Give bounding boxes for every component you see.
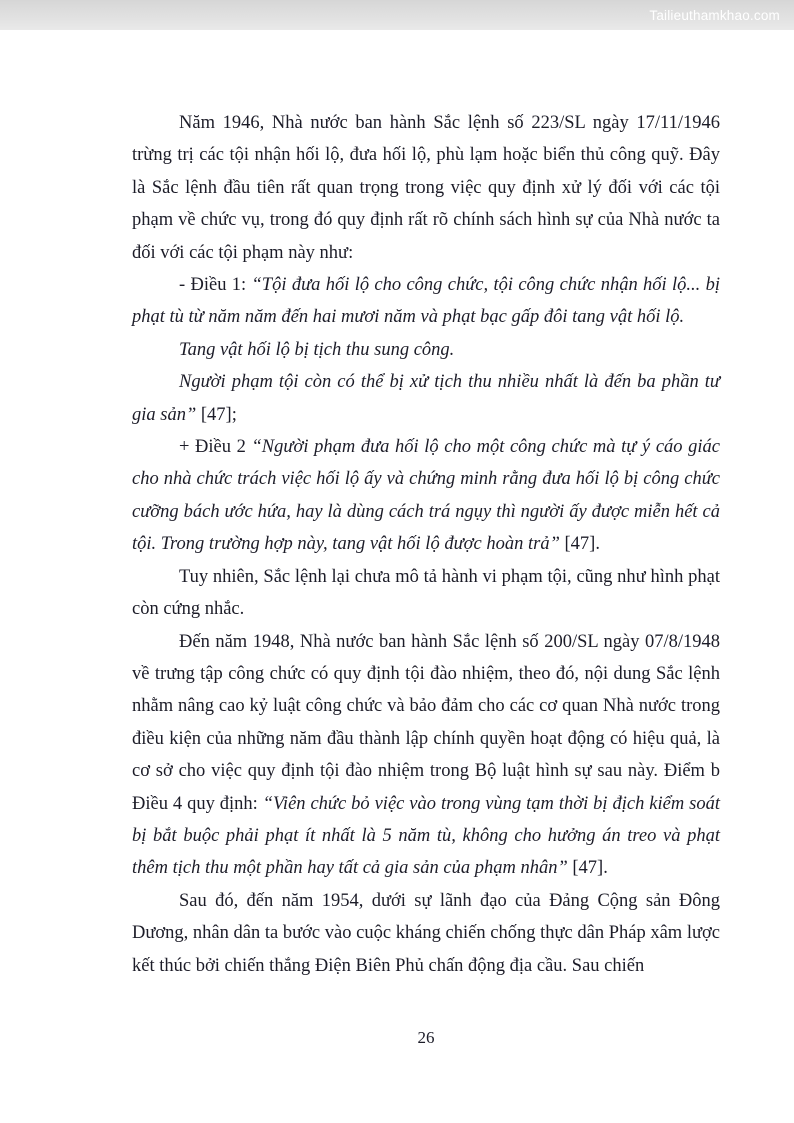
body-text: Sau đó, đến năm 1954, dưới sự lãnh đạo của Đảng Cộng sản Đông Dương, nhân dân ta bước vào cuộc kháng chiến chống thực dân Pháp xâm lược kết thúc bởi chiến thắng Điện Biên Phủ chấn động địa cầu. Sau chiến <box>132 890 720 976</box>
watermark-bar <box>0 0 794 30</box>
quoted-text: Tang vật hối lộ bị tịch thu sung công. <box>179 339 455 360</box>
page-footer <box>132 1028 720 1048</box>
quoted-text: “Người phạm đưa hối lộ cho một công chức mà tự ý cáo giác cho nhà chức trách việc hối lộ ấy và chứng minh rằng đưa hối lộ bị công chức cưỡng bách ước hứa, hay là dùng cách trá ngụy thì người ấy được miễn hết cả tội. Trong trường hợp này, tang vật hối lộ được hoàn trả” <box>132 437 720 555</box>
body-text: - Điều 1: <box>179 275 252 296</box>
page-number: 26 <box>417 1028 435 1047</box>
paragraph <box>132 269 720 334</box>
paragraph <box>132 561 720 626</box>
body-text: Năm 1946, Nhà nước ban hành Sắc lệnh số 223/SL ngày 17/11/1946 trừng trị các tội nhận hối lộ, đưa hối lộ, phù lạm hoặc biển thủ công quỹ. Đây là Sắc lệnh đầu tiên rất quan trọng trong việc quy định xử lý đối với các tội phạm về chức vụ, trong đó quy định rất rõ chính sách hình sự của Nhà nước ta đối với các tội phạm này như: <box>132 113 720 263</box>
watermark-text: Tailieuthamkhao.com <box>649 7 780 23</box>
paragraph <box>132 431 720 561</box>
paragraph <box>132 334 720 366</box>
quoted-text: “Viên chức bỏ việc vào trong vùng tạm thời bị địch kiểm soát bị bắt buộc phải phạt ít nhất là 5 năm tù, không cho hưởng án treo và phạt thêm tịch thu một phần hay tất cả gia sản của phạm nhân” <box>132 793 720 879</box>
paragraph <box>132 885 720 982</box>
body-text: Đến năm 1948, Nhà nước ban hành Sắc lệnh số 200/SL ngày 07/8/1948 về trưng tập công chức có quy định tội đào nhiệm, theo đó, nội dung Sắc lệnh nhằm nâng cao kỷ luật công chức và bảo đảm cho các cơ quan Nhà nước trong điều kiện của những năm đầu thành lập chính quyền hoạt động có hiệu quả, là cơ sở cho việc quy định tội đào nhiệm trong Bộ luật hình sự sau này. Điểm b Điều 4 quy định: <box>132 631 720 814</box>
quoted-text: “Tội đưa hối lộ cho công chức, tội công chức nhận hối lộ... bị phạt tù từ năm năm đến hai mươi năm và phạt bạc gấp đôi tang vật hối lộ. <box>132 275 721 328</box>
body-text: [47]. <box>559 534 600 555</box>
paragraph <box>132 366 720 431</box>
body-text: [47]. <box>567 858 608 879</box>
document-body <box>132 107 720 982</box>
body-text: Tuy nhiên, Sắc lệnh lại chưa mô tả hành vi phạm tội, cũng như hình phạt còn cứng nhắc. <box>132 566 720 620</box>
body-text: [47]; <box>196 404 237 425</box>
paragraph <box>132 626 720 885</box>
body-text: + Điều 2 <box>179 437 252 458</box>
quoted-text: Người phạm tội còn có thể bị xử tịch thu nhiều nhất là đến ba phần tư gia sản” <box>132 372 720 425</box>
paragraph <box>132 107 720 269</box>
